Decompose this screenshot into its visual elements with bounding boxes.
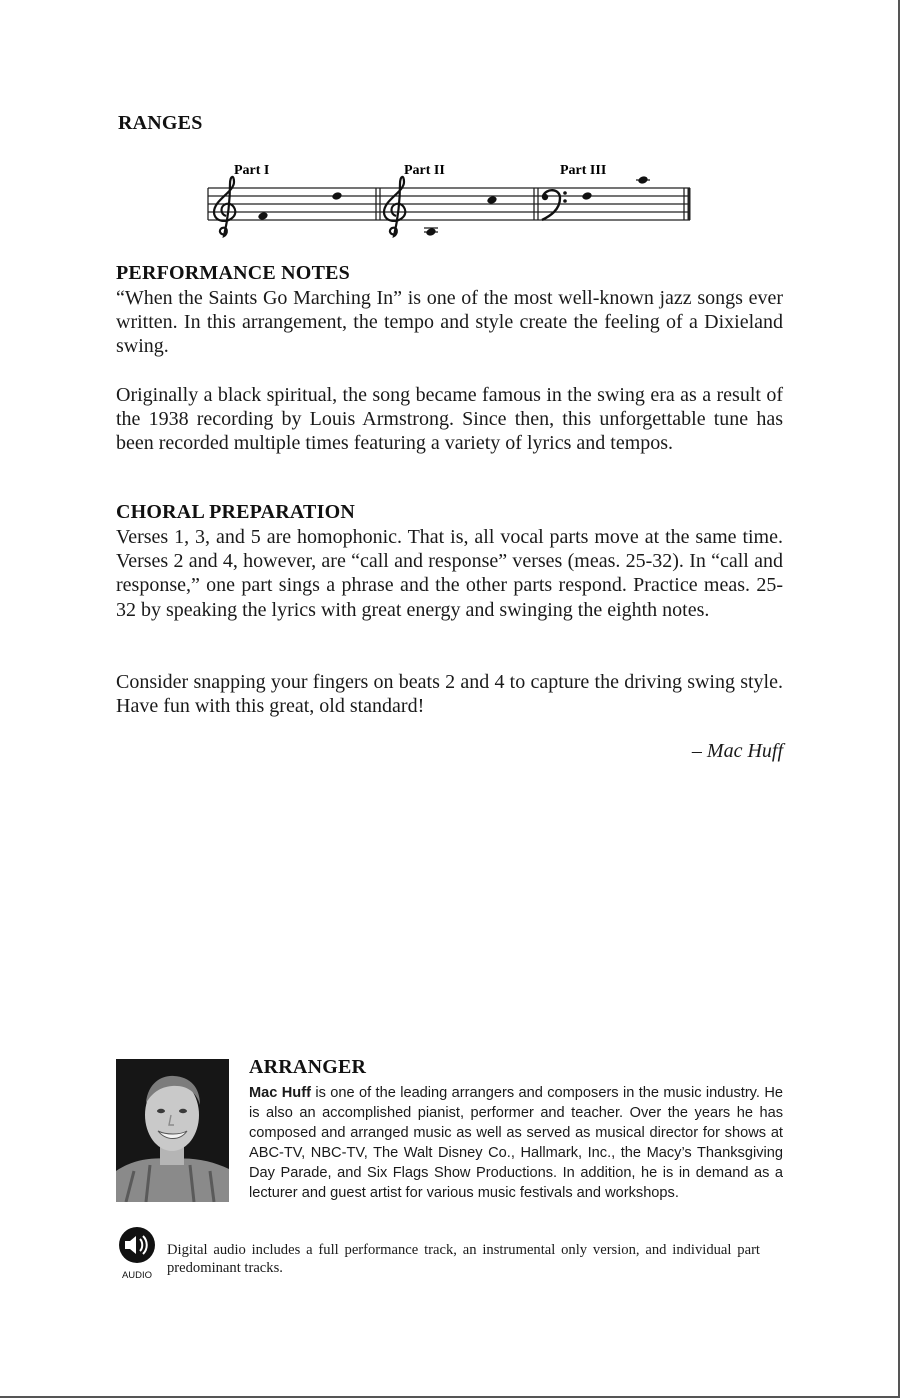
arranger-heading: ARRANGER [249,1056,367,1078]
staff-lines [208,188,690,220]
note-head [257,211,268,221]
treble-clef-icon [214,177,235,236]
ranges-staff-svg [200,158,700,242]
treble-clef-icon [384,177,405,236]
performance-notes-paragraph-1: “When the Saints Go Marching In” is one of the most well-known jazz songs ever written. In this arrangement, the tempo and style create the feeling of a Dixieland swing. [116,287,783,358]
arranger-name: Mac Huff [249,1085,311,1101]
part-3-label: Part III [560,163,607,178]
choral-preparation-paragraph-1: Verses 1, 3, and 5 are homophonic. That is, all vocal parts move at the same time. Verses 2 and 4, however, are “call and response” verses (meas. 25-32). In “call and response,” one part sings a phrase and the other parts respond. Practice meas. 25-32 by speaking the lyrics with great energy and swinging the eighth notes. [116,526,783,621]
audio-speaker-icon [116,1226,158,1280]
choral-preparation-heading: CHORAL PREPARATION [116,501,355,523]
note-head [637,175,648,185]
ranges-heading: RANGES [118,112,203,134]
part-2-label: Part II [404,163,445,178]
audio-description: Digital audio includes a full performance track, an instrumental only version, and individual part predominant tracks. [167,1242,760,1276]
audio-icon-label: AUDIO [121,1270,153,1280]
note-head [486,195,497,205]
note-head [425,227,436,237]
audio-speaker-svg [116,1226,158,1280]
arranger-portrait-svg [116,1059,229,1202]
arranger-photo [116,1059,229,1202]
performance-notes-paragraph-2: Originally a black spiritual, the song became famous in the swing era as a result of the 1938 recording by Louis Armstrong. Since then, this unforgettable tune has been recorded multiple times featuring a variety of lyrics and tempos. [116,384,783,455]
arranger-bio-text: is one of the leading arrangers and composers in the music industry. He is also an accomplished pianist, performer and teacher. Over the years he has composed and arranged music as well as served as musical director for shows at ABC-TV, NBC-TV, The Walt Disney Co., Hallmark, Inc., the Macy’s Thanksgiving Day Parade, and Six Flags Show Productions. In addition, he is in demand as a lecturer and guest artist for various music festivals and workshops. [249,1085,783,1202]
bass-clef-icon [542,190,567,220]
arranger-bio [249,1083,783,1204]
note-head [331,191,342,201]
performance-notes-heading: PERFORMANCE NOTES [116,262,350,284]
part-1-label: Part I [234,163,270,178]
ranges-staff [200,158,700,242]
signature: – Mac Huff [691,740,783,762]
note-head [581,191,592,201]
choral-preparation-paragraph-2: Consider snapping your fingers on beats 2 and 4 to capture the driving swing style. Have fun with this great, old standard! [116,671,783,718]
